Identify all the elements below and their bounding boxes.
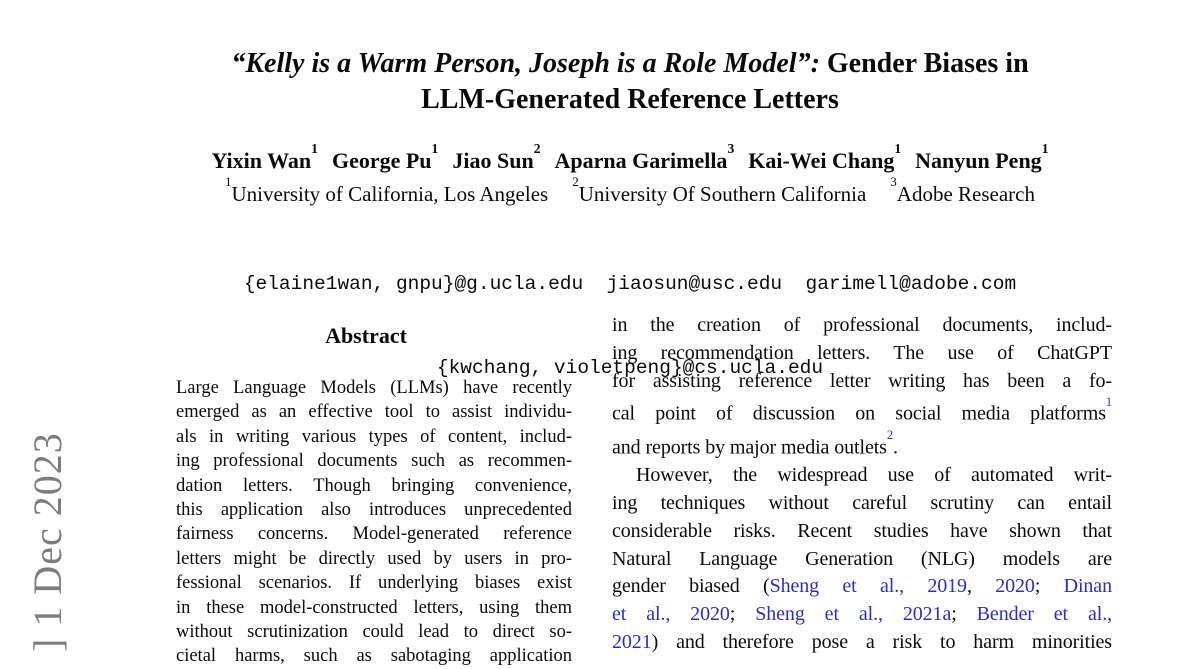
paper-title <box>110 46 1150 118</box>
body-text-line: Natural Language Generation (NLG) models are <box>612 547 1112 570</box>
author-affil-sup: 1 <box>431 140 439 156</box>
abstract-body <box>176 376 572 669</box>
affiliation-name: University of California, Los Angeles <box>231 182 549 207</box>
body-text-line: considerable risks. Recent studies have shown that <box>612 519 1112 542</box>
abstract-text-line: without scrutinization could lead to direct so- <box>176 622 572 643</box>
author-affil-sup: 1 <box>1041 140 1049 156</box>
body-text-line: However, the widespread use of automated writ- <box>636 464 1112 487</box>
citation-link[interactable]: Dinan <box>1063 575 1112 598</box>
abstract-text-line: letters might be directly used by users in pro- <box>176 548 572 569</box>
abstract-heading: Abstract <box>325 323 407 348</box>
affiliation-sup: 3 <box>890 174 897 190</box>
authors-line <box>110 142 1150 175</box>
affiliation <box>890 174 1035 207</box>
author-name: Jiao Sun$^2$ <box>452 140 541 174</box>
abstract-text-line: als in writing various types of content, includ- <box>176 426 572 447</box>
body-text-line: gender biased (Sheng et al., 2019, 2020; Dinan <box>612 575 1112 598</box>
abstract-text-line: in these model-constructed letters, using them <box>176 597 572 618</box>
author-affil-sup: 2 <box>533 140 541 156</box>
author-name: Yixin Wan$^1$ <box>211 140 318 174</box>
author-name: Aparna Garimella$^3$ <box>554 140 735 174</box>
body-text-line: in the creation of professional documents, includ- <box>612 314 1112 336</box>
author-affil-sup: 1 <box>894 140 902 156</box>
abstract-text-line: dation letters. Though bringing convenience, <box>176 475 572 496</box>
abstract-text-line: ing professional documents such as recommen- <box>176 451 572 472</box>
footnote-ref-2[interactable]: 2 <box>886 428 893 443</box>
author-name: Kai-Wei Chang$^1$ <box>748 140 902 174</box>
author-affil-sup: 3 <box>727 140 735 156</box>
citation-link[interactable]: 2021 <box>612 631 652 654</box>
affiliation-sup: 2 <box>572 174 579 190</box>
citation-link[interactable]: Sheng et al., 2019 <box>769 575 967 598</box>
body-text-line: ing techniques without careful scrutiny can entail <box>612 492 1112 515</box>
abstract-text-line: fairness concerns. Model-generated reference <box>176 524 572 545</box>
body-text-line: for assisting reference letter writing has been a fo- <box>612 369 1112 392</box>
arxiv-date-stamp: ] 1 Dec 2023 <box>25 432 70 652</box>
citation-link[interactable]: 2020 <box>995 575 1035 598</box>
title-quote-italic: “Kelly is a Warm Person, Joseph is a Role Model”: <box>231 48 820 79</box>
title-line-2: LLM-Generated Reference Letters <box>421 84 839 115</box>
body-text-line: et al., 2020; Sheng et al., 2021a; Bender et al., <box>612 603 1113 626</box>
footnote-ref-1[interactable]: 1 <box>1105 394 1112 409</box>
author-name: George Pu$^1$ <box>331 140 439 174</box>
affiliation-name: Adobe Research <box>896 182 1035 207</box>
abstract-partial-line: cietal harms, such as sabotaging application <box>176 646 572 667</box>
citation-link[interactable]: et al., 2020 <box>612 603 730 626</box>
body-text-line: 2021) and therefore pose a risk to harm minorities <box>612 631 1112 654</box>
author-affil-sup: 1 <box>311 140 318 156</box>
affiliations-line <box>110 175 1150 208</box>
abstract-text-line: emerged as an effective tool to assist individu- <box>176 402 572 423</box>
body-text-line: ing recommendation letters. The use of ChatGPT <box>612 341 1112 364</box>
abstract-text-line: this application also introduces unprecedented <box>176 500 572 521</box>
affiliation <box>225 174 549 207</box>
abstract-section <box>160 322 572 669</box>
abstract-text-line: fessional scenarios. If underlying biases exist <box>176 573 572 594</box>
affiliation <box>572 174 867 207</box>
email-line-2: {kwchang, violetpeng}@cs.ucla.edu <box>436 357 824 380</box>
title-remainder: Gender Biases in <box>819 48 1029 79</box>
abstract-text-line: Large Language Models (LLMs) have recently <box>176 378 572 398</box>
title-line-1 <box>110 46 1150 82</box>
citation-link[interactable]: Bender et al., <box>976 603 1113 626</box>
affiliation-name: University Of Southern California <box>578 182 867 207</box>
affiliation-sup: 1 <box>225 174 232 190</box>
citation-link[interactable]: Sheng et al., 2021a <box>755 603 952 626</box>
email-line-1: {elaine1wan, gnpu}@g.ucla.edu jiaosun@usc.edu garimell@adobe.com <box>243 273 1017 296</box>
body-text-line: cal point of discussion on social media platforms$^1$ <box>612 394 1112 426</box>
author-name: Nanyun Peng$^1$ <box>915 140 1049 174</box>
body-text-line: and reports by major media outlets$^2$. <box>612 428 898 459</box>
intro-column <box>612 312 1112 657</box>
